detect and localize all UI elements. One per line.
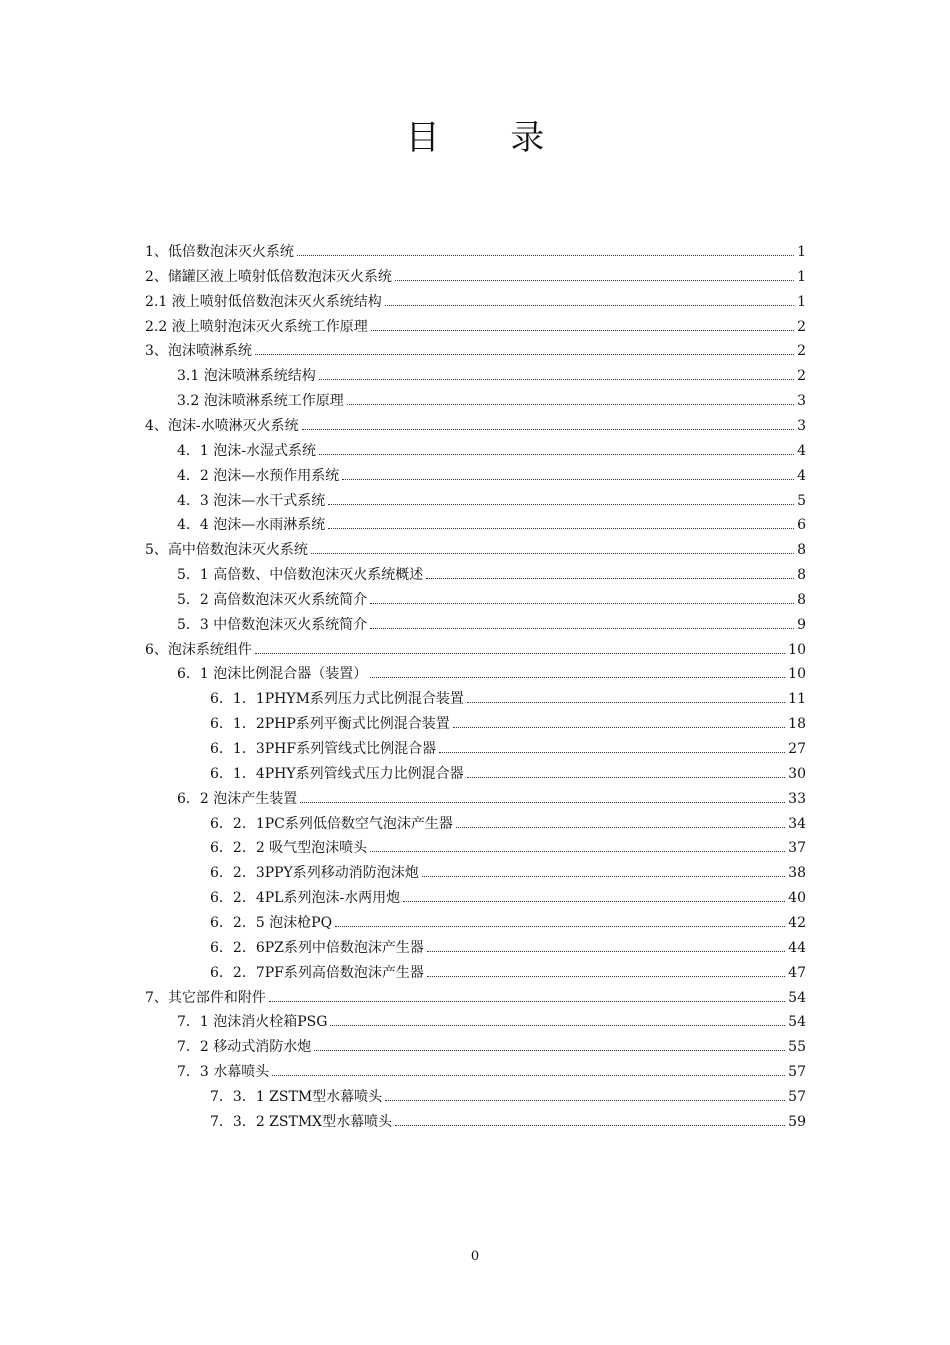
toc-entry[interactable] (145, 292, 806, 312)
toc-entry-page: 10 (788, 641, 806, 658)
toc-entry-label: 4．4 泡沫—水雨淋系统 (177, 517, 326, 534)
toc-entry-page: 57 (788, 1088, 806, 1105)
toc-entry-page: 38 (788, 865, 806, 882)
toc-entry[interactable] (145, 640, 806, 660)
toc-entry[interactable] (177, 1062, 806, 1082)
toc-leader-dots (422, 863, 785, 877)
toc-leader-dots (311, 540, 794, 554)
toc-entry[interactable] (145, 317, 806, 337)
toc-entry-label: 5．3 中倍数泡沫灭火系统简介 (177, 616, 368, 633)
toc-entry-label: 6．2．4PL系列泡沫-水两用炮 (210, 890, 401, 907)
toc-leader-dots (395, 267, 794, 281)
toc-entry-label: 2.2 液上喷射泡沫灭火系统工作原理 (145, 318, 368, 335)
toc-entry-page: 54 (788, 989, 806, 1006)
toc-entry-label: 5．2 高倍数泡沫灭火系统简介 (177, 591, 368, 608)
toc-entry-page: 40 (788, 890, 806, 907)
toc-leader-dots (371, 317, 794, 331)
toc-entry-page: 9 (797, 616, 806, 633)
toc-entry-label: 6．2．7PF系列高倍数泡沫产生器 (210, 964, 424, 981)
toc-entry-page: 37 (788, 840, 806, 857)
toc-entry[interactable] (145, 540, 806, 560)
toc-entry[interactable] (177, 789, 806, 809)
toc-leader-dots (314, 1037, 785, 1051)
toc-leader-dots (272, 1062, 785, 1076)
toc-entry-label: 4．2 泡沫—水预作用系统 (177, 467, 340, 484)
toc-entry[interactable] (210, 714, 806, 734)
toc-leader-dots (385, 1087, 785, 1101)
toc-leader-dots (319, 366, 794, 380)
toc-entry-label: 6．2 泡沫产生装置 (177, 790, 298, 807)
toc-entry[interactable] (177, 441, 806, 461)
toc-entry[interactable] (210, 814, 806, 834)
toc-entry-label: 6．2．3PPY系列移动消防泡沫炮 (210, 865, 419, 882)
toc-entry-page: 55 (788, 1039, 806, 1056)
toc-entry-page: 5 (797, 492, 806, 509)
toc-entry[interactable] (210, 689, 806, 709)
toc-entry-page: 30 (788, 765, 806, 782)
toc-entry-label: 7．1 泡沫消火栓箱PSG (177, 1014, 328, 1031)
toc-entry-label: 1、低倍数泡沫灭火系统 (145, 244, 294, 260)
toc-leader-dots (370, 590, 794, 604)
toc-entry-label: 6．1．4PHY系列管线式压力比例混合器 (210, 765, 464, 782)
toc-leader-dots (370, 615, 794, 629)
toc-entry[interactable] (177, 391, 806, 411)
toc-leader-dots (426, 565, 794, 579)
toc-entry-label: 6．2．1PC系列低倍数空气泡沫产生器 (210, 815, 453, 832)
toc-entry-page: 33 (788, 790, 806, 807)
toc-entry-label: 2、储罐区液上喷射低倍数泡沫灭火系统 (145, 268, 392, 285)
toc-entry[interactable] (177, 491, 806, 511)
toc-leader-dots (467, 764, 786, 778)
toc-entry[interactable] (210, 938, 806, 958)
toc-leader-dots (255, 640, 785, 654)
toc-entry-label: 3.1 泡沫喷淋系统结构 (177, 368, 316, 385)
toc-entry[interactable] (210, 863, 806, 883)
toc-entry-label: 5．1 高倍数、中倍数泡沫灭火系统概述 (177, 567, 424, 584)
toc-entry-page: 10 (788, 666, 806, 683)
toc-leader-dots (255, 341, 794, 355)
toc-entry-page: 6 (797, 517, 806, 534)
toc-entry-page: 18 (788, 716, 806, 733)
page-title: 目 录 (405, 118, 575, 158)
toc-entry-label: 6．2．2 吸气型泡沫喷头 (210, 840, 368, 857)
toc-entry-page: 57 (788, 1064, 806, 1081)
toc-entry-page: 3 (797, 417, 806, 434)
toc-entry-page: 4 (797, 467, 806, 484)
toc-leader-dots (467, 689, 785, 703)
toc-entry[interactable] (210, 838, 806, 858)
toc-entry-page: 54 (788, 1014, 806, 1031)
toc-entry[interactable] (210, 963, 806, 983)
toc-leader-dots (342, 466, 794, 480)
toc-entry[interactable] (177, 1012, 806, 1032)
toc-leader-dots (456, 814, 785, 828)
toc-entry-label: 6．1．3PHF系列管线式比例混合器 (210, 741, 437, 757)
toc-leader-dots (297, 242, 794, 256)
toc-leader-dots (427, 938, 785, 952)
toc-entry-page: 1 (797, 244, 806, 260)
toc-entry[interactable] (177, 615, 806, 635)
toc-entry-page: 8 (797, 591, 806, 608)
toc-leader-dots (347, 391, 794, 405)
toc-entry-label: 3.2 泡沫喷淋系统工作原理 (177, 393, 344, 410)
toc-entry-label: 6．1．2PHP系列平衡式比例混合装置 (210, 716, 450, 733)
toc-entry[interactable] (145, 341, 806, 361)
toc-entry[interactable] (177, 366, 806, 386)
toc-leader-dots (330, 1012, 785, 1026)
toc-entry-label: 7、其它部件和附件 (145, 989, 266, 1006)
toc-entry-page: 8 (797, 567, 806, 584)
toc-entry-label: 7．3．1 ZSTM型水幕喷头 (210, 1088, 383, 1105)
toc-entry-label: 7．3．2 ZSTMX型水幕喷头 (210, 1113, 393, 1130)
toc-entry-page: 47 (788, 964, 806, 981)
toc-leader-dots (385, 292, 794, 306)
toc-entry[interactable] (145, 267, 806, 287)
toc-entry[interactable] (177, 664, 806, 684)
toc-leader-dots (300, 789, 785, 803)
toc-entry[interactable] (210, 1087, 806, 1107)
toc-entry-page: 42 (788, 914, 806, 931)
toc-entry[interactable] (145, 416, 806, 436)
toc-leader-dots (328, 491, 794, 505)
toc-leader-dots (328, 515, 794, 529)
toc-leader-dots (439, 739, 785, 753)
toc-entry[interactable] (177, 466, 806, 486)
toc-entry-label: 3、泡沫喷淋系统 (145, 343, 252, 360)
toc-entry[interactable] (210, 913, 806, 933)
toc-entry-label: 6．2．6PZ系列中倍数泡沫产生器 (210, 939, 424, 956)
toc-entry-page: 44 (788, 939, 806, 956)
toc-entry[interactable] (210, 739, 806, 759)
toc-entry-page: 2 (797, 318, 806, 335)
toc-leader-dots (302, 416, 794, 430)
toc-entry-label: 5、高中倍数泡沫灭火系统 (145, 542, 308, 559)
toc-leader-dots (269, 988, 785, 1002)
toc-entry[interactable] (177, 590, 806, 610)
toc-entry[interactable] (210, 1112, 806, 1132)
toc-entry-page: 2 (797, 343, 806, 360)
toc-entry[interactable] (145, 988, 806, 1008)
toc-entry-label: 2.1 液上喷射低倍数泡沫灭火系统结构 (145, 293, 382, 310)
toc-leader-dots (370, 664, 785, 678)
toc-entry[interactable] (177, 565, 806, 585)
toc-entry-label: 6、泡沫系统组件 (145, 641, 252, 658)
toc-entry-label: 4．1 泡沫-水湿式系统 (177, 442, 316, 459)
toc-entry-label: 6．1 泡沫比例混合器（装置） (177, 666, 368, 683)
toc-entry-page: 27 (788, 741, 806, 757)
toc-entry-page: 4 (797, 442, 806, 459)
toc-entry-page: 1 (797, 268, 806, 285)
toc-leader-dots (453, 714, 785, 728)
toc-entry-label: 4．3 泡沫—水干式系统 (177, 492, 326, 509)
toc-entry-label: 4、泡沫-水喷淋灭火系统 (145, 417, 299, 434)
toc-entry-page: 3 (797, 393, 806, 410)
toc-leader-dots (403, 888, 785, 902)
toc-entry-label: 7．3 水幕喷头 (177, 1064, 270, 1081)
toc-entry-label: 6．1．1PHYM系列压力式比例混合装置 (210, 691, 464, 708)
toc-entry-page: 34 (788, 815, 806, 832)
toc-entry[interactable] (145, 242, 806, 262)
toc-entry[interactable] (210, 888, 806, 908)
toc-entry-page: 2 (797, 368, 806, 385)
toc-entry-page: 8 (797, 542, 806, 559)
toc-entry-page: 1 (797, 293, 806, 310)
toc-leader-dots (335, 913, 785, 927)
footer-page-number: 0 (470, 1249, 480, 1264)
toc-entry[interactable] (177, 1037, 806, 1057)
toc-leader-dots (319, 441, 794, 455)
toc-entry-page: 59 (788, 1113, 806, 1130)
toc-leader-dots (370, 838, 785, 852)
toc-entry[interactable] (177, 515, 806, 535)
toc-entry-label: 6．2．5 泡沫枪PQ (210, 914, 333, 931)
toc-entry-label: 7．2 移动式消防水炮 (177, 1039, 312, 1056)
toc-entry-page: 11 (788, 691, 806, 708)
toc-leader-dots (395, 1112, 785, 1126)
toc-entry[interactable] (210, 764, 806, 784)
toc-leader-dots (427, 963, 785, 977)
